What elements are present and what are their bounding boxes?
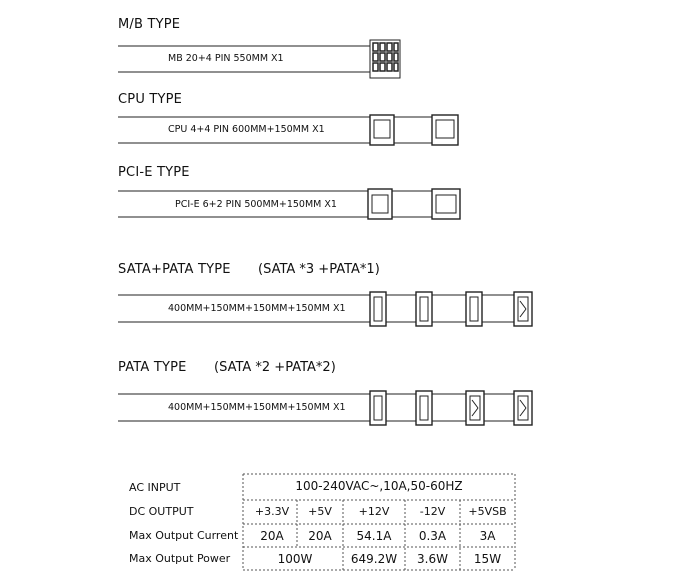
mb-type-title: M/B TYPE [118,17,181,32]
pata-type-title: PATA TYPE [118,360,187,375]
power-neg12v: 3.6W [417,552,448,566]
current-neg12v: 0.3A [418,529,447,543]
sata-pata-type-subtitle: (SATA *3 +PATA*1) [258,262,380,277]
sata-pata-type-title: SATA+PATA TYPE [118,262,231,277]
dc-output-5vsb: +5VSB [468,505,507,518]
pcie-type-title: PCI-E TYPE [118,165,190,180]
power-12v: 649.2W [350,552,398,566]
power-5vsb: 15W [473,552,502,566]
max-power-label: Max Output Power [129,552,231,565]
ac-input-label: AC INPUT [129,481,181,494]
sata-pata-cable-label: 400MM+150MM+150MM+150MM X1 [168,303,346,314]
dc-output-3v3: +3.3V [254,505,290,518]
pcie-cable-label: PCI-E 6+2 PIN 500MM+150MM X1 [175,199,337,210]
current-3v3: 20A [260,529,284,543]
dc-output-neg12v: -12V [419,505,446,518]
dc-output-label: DC OUTPUT [129,505,194,518]
power-3v3-5v: 100W [277,552,313,566]
cpu-type-title: CPU TYPE [118,92,183,107]
pata-cable-label: 400MM+150MM+150MM+150MM X1 [168,402,346,413]
current-12v: 54.1A [356,529,392,543]
dc-output-5v: +5V [308,505,332,518]
cpu-cable-label: CPU 4+4 PIN 600MM+150MM X1 [168,124,325,135]
current-5vsb: 3A [479,529,496,543]
mb-cable-label: MB 20+4 PIN 550MM X1 [168,53,284,64]
pata-type-subtitle: (SATA *2 +PATA*2) [214,360,336,375]
dc-output-12v: +12V [358,505,390,518]
ac-input-value: 100-240VAC~,10A,50-60HZ [295,479,463,493]
current-5v: 20A [308,529,332,543]
max-current-label: Max Output Current [129,529,239,542]
